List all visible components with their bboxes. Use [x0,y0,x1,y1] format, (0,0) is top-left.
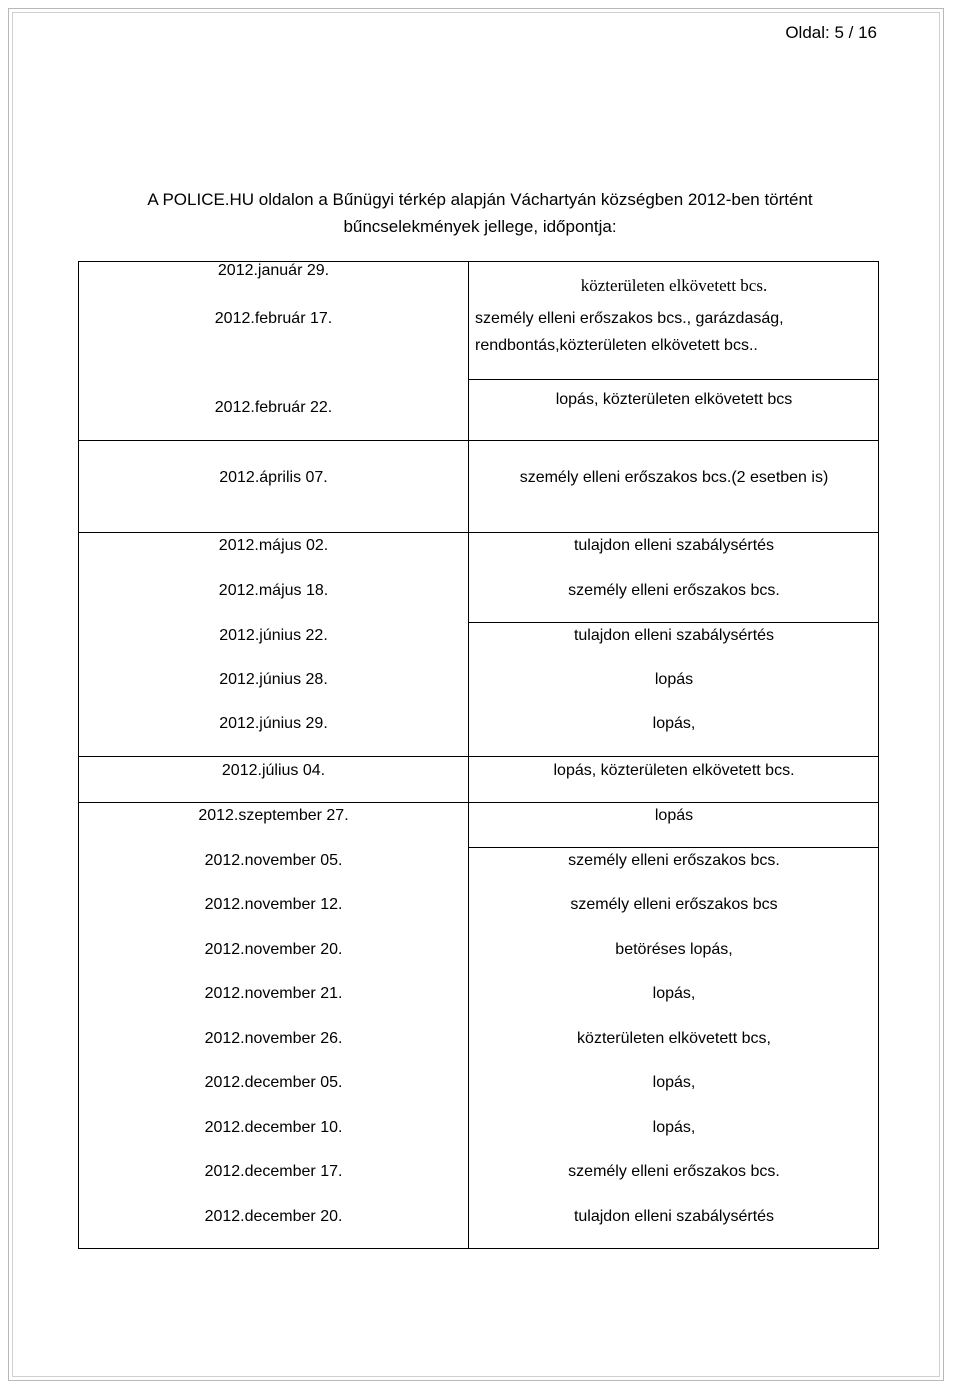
date-cell: 2012.december 05. [204,1074,343,1091]
crime-type-cell: közterületen elkövetett bcs, [577,1030,771,1047]
date-cell: 2012.február 17. [214,310,333,327]
date-cell: 2012.november 21. [204,985,343,1002]
date-cell: 2012.június 29. [219,715,328,732]
crime-type-cell: lopás, közterületen elkövetett bcs. [553,762,795,779]
page-number: Oldal: 5 / 16 [785,23,877,42]
crime-table [78,261,879,1249]
row-divider [469,379,879,380]
date-cell: 2012.február 22. [214,399,333,416]
date-cell: 2012.május 18. [218,582,329,599]
crime-type-cell: lopás [654,807,694,824]
crime-type-cell: lopás [654,671,694,688]
date-cell: 2012.július 04. [221,762,326,779]
date-cell: 2012.november 12. [204,896,343,913]
crime-type-cell: betöréses lopás, [615,941,733,958]
crime-type-cell: lopás, [652,985,696,1002]
crime-type-cell: tulajdon elleni szabálysértés [573,1208,775,1225]
crime-type-cell: lopás, közterületen elkövetett bcs [555,391,793,408]
date-cell: 2012.április 07. [219,469,328,486]
crime-type-cell: személy elleni erőszakos bcs. [568,1163,780,1180]
row-divider [79,532,879,533]
date-cell: 2012.május 02. [218,537,329,554]
date-cell: 2012.december 10. [204,1119,343,1136]
date-cell: 2012.november 20. [204,941,343,958]
row-divider [469,847,879,848]
date-cell: 2012.január 29. [217,262,330,279]
crime-type-cell: személy elleni erőszakos bcs [570,896,778,913]
document-title-line-1: A POLICE.HU oldalon a Bűnügyi térkép alapján Váchartyán községben 2012-ben történt [147,190,813,209]
crime-type-cell: rendbontás,közterületen elkövetett bcs.. [475,337,758,354]
crime-type-cell: tulajdon elleni szabálysértés [573,627,775,644]
document-title-line-2: bűncselekmények jellege, időpontja: [343,217,617,236]
row-divider [469,622,879,623]
crime-type-cell: személy elleni erőszakos bcs. [568,582,780,599]
crime-type-cell: lopás, [652,1074,696,1091]
column-divider [468,262,469,1248]
crime-type-cell: tulajdon elleni szabálysértés [573,537,775,554]
date-cell: 2012.december 20. [204,1208,343,1225]
date-cell: 2012.szeptember 27. [198,807,349,824]
crime-type-cell: személy elleni erőszakos bcs.(2 esetben is) [519,469,829,486]
crime-type-cell: közterületen elkövetett bcs. [580,276,768,295]
crime-type-cell: személy elleni erőszakos bcs., garázdaság, [475,310,784,327]
row-divider [79,440,879,441]
date-cell: 2012.november 05. [204,852,343,869]
row-divider [79,802,879,803]
crime-type-cell: lopás, [652,715,696,732]
date-cell: 2012.november 26. [204,1030,343,1047]
date-cell: 2012.december 17. [204,1163,343,1180]
crime-type-cell: személy elleni erőszakos bcs. [568,852,780,869]
date-cell: 2012.június 22. [219,627,328,644]
row-divider [79,756,879,757]
crime-type-cell: lopás, [652,1119,696,1136]
date-cell: 2012.június 28. [219,671,328,688]
